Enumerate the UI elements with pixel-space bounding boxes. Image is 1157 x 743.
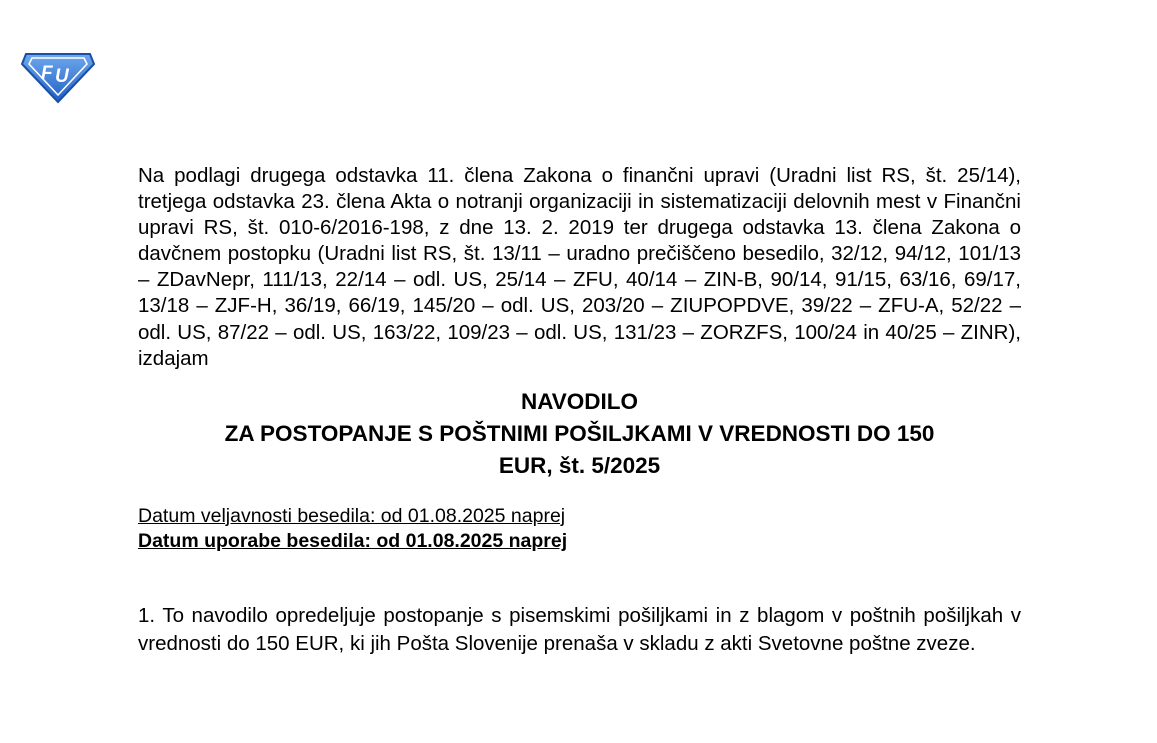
validity-date: Datum veljavnosti besedila: od 01.08.2025 naprej — [138, 504, 566, 527]
shield-logo-icon — [20, 48, 96, 104]
document-title — [138, 386, 1021, 482]
dates-block — [138, 504, 1021, 554]
usage-date: Datum uporabe besedila: od 01.08.2025 naprej — [138, 529, 568, 552]
document-body — [138, 163, 1021, 679]
svg-text:F: F — [41, 63, 53, 84]
title-line-3: EUR, št. 5/2025 — [498, 452, 661, 478]
title-line-2: ZA POSTOPANJE S POŠTNIMI POŠILJKAMI V VREDNOSTI DO 150 — [224, 420, 935, 446]
financial-administration-logo — [20, 48, 96, 104]
point-1-paragraph: 1. To navodilo opredeljuje postopanje s pisemskimi pošiljkami in z blagom v poštnih pošiljkah v vrednosti do 150 EUR, ki jih Pošta Slovenije prenaša v skladu z akti Svetovne poštne zveze. — [138, 603, 1021, 656]
title-line-1: NAVODILO — [520, 388, 639, 414]
svg-text:U: U — [55, 66, 69, 87]
intro-paragraph: Na podlagi drugega odstavka 11. člena Zakona o finančni upravi (Uradni list RS, št. 25/14), tretjega odstavka 23. člena Akta o notranji organizaciji in sistematizaciji delovnih mest v Finančni upravi RS, št. 010-6/2016-198, z dne 13. 2. 2019 ter drugega odstavka 13. člena Zakona o davčnem postopku (Uradni list RS, št. 13/11 – uradno prečiščeno besedilo, 32/12, 94/12, 101/13 – ZDavNepr, 111/13, 22/14 – odl. US, 25/14 – ZFU, 40/14 – ZIN-B, 90/14, 91/15, 63/16, 69/17, 13/18 – ZJF-H, 36/19, 66/19, 145/20 – odl. US, 203/20 – ZIUPOPDVE, 39/22 – ZFU-A, 52/22 – odl. US, 87/22 – odl. US, 163/22, 109/23 – odl. US, 131/23 – ZORZFS, 100/24 in 40/25 – ZINR), izdajam — [138, 164, 1021, 370]
